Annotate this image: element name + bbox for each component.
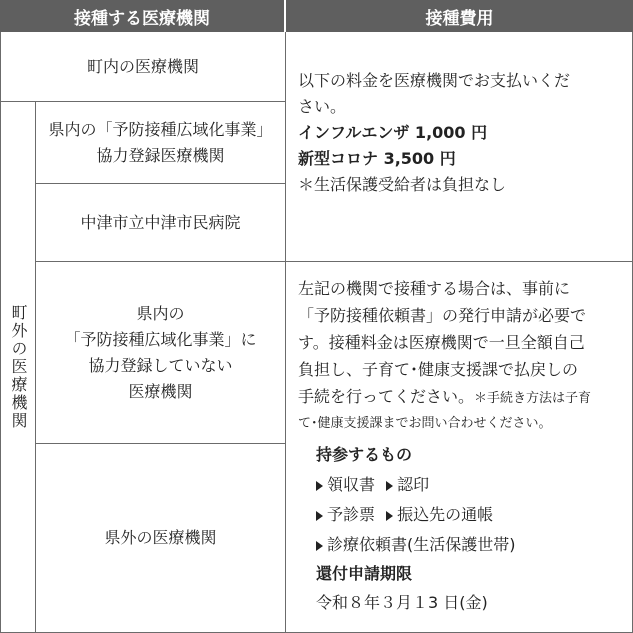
bring-row-2: [316, 500, 630, 530]
bring-title: 持参するもの: [316, 445, 413, 464]
fee-b-line2: 「予防接種依頼書」の発行申請が必要で: [298, 306, 587, 325]
pref-registered-line1: 県内の「予防接種広域化事業」: [48, 119, 273, 139]
cell-pref-registered: [36, 102, 286, 184]
deadline-title: 還付申請期限: [316, 564, 413, 583]
fee-direct-text: [298, 68, 628, 198]
pref-unregistered-line1: 県内の: [136, 303, 185, 323]
cell-nakatsu-hospital: [36, 184, 286, 262]
fee-refund-text: [298, 275, 630, 618]
fee-b-line4: 負担し、子育て･健康支援課で払戻しの: [298, 360, 579, 379]
in-town-label: 町内の医療機関: [86, 56, 199, 76]
item-bankbook: 振込先の通帳: [397, 505, 494, 524]
bring-row-1: [316, 470, 630, 500]
item-seal: 認印: [397, 475, 430, 494]
cell-outside-town: [0, 102, 36, 633]
fee-a-note: ＊生活保護受給者は負担なし: [298, 175, 507, 194]
fee-flu: インフルエンザ 1,000 円: [298, 123, 488, 142]
cell-in-town: [0, 32, 286, 102]
item-request: 診療依頼書(生活保護世帯): [327, 535, 516, 554]
fee-b-line5-main: 手続を行ってください。: [298, 387, 475, 406]
deadline-date: 令和８年３月１3 日(金): [316, 593, 488, 612]
item-questionnaire: 予診票: [327, 505, 376, 524]
pref-unregistered-line3: 協力登録していない: [88, 355, 233, 375]
outside-pref-label: 県外の医療機関: [104, 528, 217, 547]
cell-outside-pref: [36, 444, 286, 633]
triangle-bullet-icon: [316, 481, 323, 491]
triangle-bullet-icon: [386, 481, 393, 491]
fee-b-line6: て･健康支援課までお問い合わせください。: [298, 416, 552, 431]
header-institution: 接種する医療機関: [0, 0, 286, 32]
outside-town-label: 町外の医療機関: [9, 304, 28, 430]
fee-b-line5: [298, 383, 630, 412]
header-fee: 接種費用: [286, 0, 633, 32]
bring-section: [298, 440, 630, 618]
pref-unregistered-line4: 医療機関: [128, 381, 193, 401]
pref-registered-line2: 協力登録医療機関: [96, 145, 225, 165]
nakatsu-hospital-label: 中津市立中津市民病院: [80, 212, 241, 232]
fee-b-line3: す。接種料金は医療機関で一旦全額自己: [298, 333, 585, 352]
fee-a-line1: 以下の料金を医療機関でお支払いくだ: [298, 71, 571, 90]
fee-b-line1: 左記の機関で接種する場合は、事前に: [298, 279, 571, 298]
bring-row-3: [316, 530, 630, 560]
cell-pref-unregistered: [36, 262, 286, 444]
triangle-bullet-icon: [316, 541, 323, 551]
triangle-bullet-icon: [386, 511, 393, 521]
item-receipt: 領収書: [327, 475, 376, 494]
pref-unregistered-line2: 「予防接種広域化事業」に: [64, 329, 257, 349]
fee-covid: 新型コロナ 3,500 円: [298, 149, 456, 168]
triangle-bullet-icon: [316, 511, 323, 521]
fee-a-line2: さい。: [298, 97, 347, 116]
fee-b-line5-small: ＊手続き方法は子育: [474, 391, 592, 406]
